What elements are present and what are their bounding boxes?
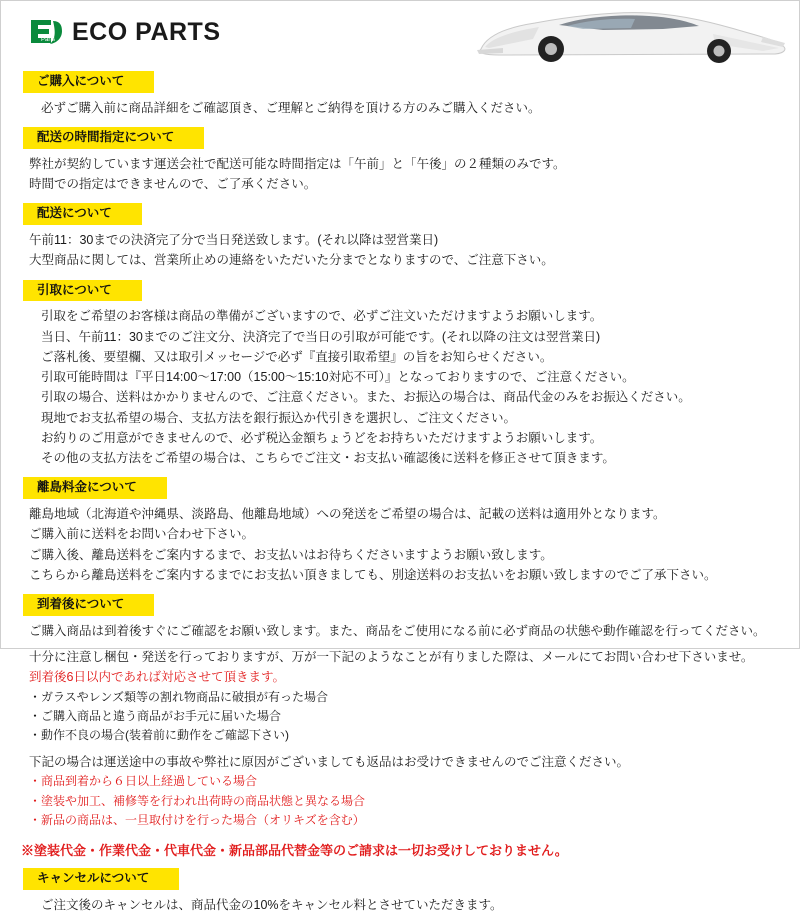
body-line: 必ずご購入前に商品詳細をご確認頂き、ご理解とご納得を頂ける方のみご購入ください。 — [41, 100, 541, 115]
body-line: 下記の場合は運送途中の事故や弊社に原因がございましても返品はお受けできませんのでご注意ください。 — [29, 754, 630, 769]
section-heading-delivery — [1, 203, 799, 225]
section-title: 配送の時間指定について — [23, 127, 204, 149]
body-line: 当日、午前11：30までのご注文分、決済完了で当日の引取が可能です。(それ以降の注文は翌営業日) — [41, 329, 601, 344]
body-line: ・ガラスやレンズ類等の割れ物商品に破損が有った場合 — [29, 689, 328, 704]
body-line: 引取の場合、送料はかかりませんので、ご注意ください。また、お振込の場合は、商品代金のみをお振込ください。 — [41, 390, 691, 405]
body-line: お約りのご用意ができませんので、必ず税込金額ちょうどをお持ちいただけますようお願いします。 — [41, 430, 603, 445]
section-title: 配送について — [23, 203, 142, 225]
body-line: 午前11：30までの決済完了分で当日発送致します。(それ以降は翌営業日) — [29, 233, 439, 247]
body-line: その他の支払方法をご希望の場合は、こちらでご注文・お支払い確認後に送料を修正させて頂きます。 — [41, 451, 615, 465]
section-body-cancel — [1, 895, 799, 915]
section-title: 到着後について — [23, 594, 154, 616]
section-heading-arrival — [1, 594, 799, 616]
section-heading-island-fee — [1, 477, 799, 499]
section-heading-pickup — [1, 280, 799, 302]
white-sports-car-image — [463, 1, 793, 63]
logo-text: ECO PARTS — [72, 17, 221, 46]
body-line: 時間での指定はできませんので、ご了承ください。 — [29, 177, 317, 191]
body-line: 離島地域（北海道や沖縄県、淡路島、他離島地域）への発送をご希望の場合は、記載の送料は適用外となります。 — [29, 507, 666, 521]
warning-notice: ※塗装代金・作業代金・代車代金・新品部品代替金等のご請求は一切お受けしておりません。 — [21, 843, 568, 859]
svg-text:Parts: Parts — [41, 37, 56, 43]
section-heading-purchase — [1, 71, 799, 93]
section-body-delivery — [1, 230, 799, 271]
body-line: ご注文後のキャンセルは、商品代金の10%をキャンセル料とさせていただきます。 — [41, 898, 503, 913]
body-line-highlight: ・塗装や加工、補修等を行われ出荷時の商品状態と異なる場合 — [29, 793, 366, 808]
body-line: こちらから離島送料をご案内するまでにお支払い頂きましても、別途送料のお支払いをお願い致しますのでご了承下さい。 — [29, 567, 717, 582]
section-heading-delivery-time — [1, 127, 799, 149]
body-line: 引取をご希望のお客様は商品の準備がございますので、必ずご注文いただけますようお願いします。 — [41, 309, 603, 324]
section-title: キャンセルについて — [23, 868, 179, 890]
section-body-arrival — [1, 621, 799, 831]
body-line: 現地でお支払希望の場合、支払方法を銀行振込か代引きを選択し、ご注文ください。 — [41, 410, 517, 425]
body-line: 弊社が契約しています運送会社で配送可能な時間指定は「午前」と「午後」の２種類のみです。 — [29, 156, 566, 171]
body-line: ご落札後、要望欄、又は取引メッセージで必ず『直接引取希望』の旨をお知らせください。 — [41, 349, 553, 364]
body-line: 引取可能時間は『平日14:00～17:00（15:00～15:10対応不可）』となっておりますので、ご注意ください。 — [41, 370, 635, 384]
section-body-purchase — [1, 98, 799, 118]
body-line: ご購入商品は到着後すぐにご確認をお願い致します。また、商品をご使用になる前に必ず商品の状態や動作確認を行ってください。 — [29, 623, 766, 638]
body-line: ご購入前に送料をお問い合わせ下さい。 — [29, 527, 255, 542]
body-line-highlight: ・新品の商品は、一旦取付けを行った場合（オリキズを含む） — [29, 812, 365, 827]
section-title: 引取について — [23, 280, 142, 302]
section-body-delivery-time — [1, 154, 799, 195]
body-line: ・ご購入商品と違う商品がお手元に届いた場合 — [29, 708, 282, 723]
body-line-highlight: ・商品到着から６日以上経過している場合 — [29, 774, 258, 789]
eco-parts-logo-icon — [29, 17, 63, 47]
body-line: 十分に注意し梱包・発送を行っておりますが、万が一下記のようなことが有りました際は、メールにてお問い合わせ下さいませ。 — [29, 650, 754, 664]
page-header — [1, 1, 799, 63]
section-title: ご購入について — [23, 71, 154, 93]
body-line: ご購入後、離島送料をご案内するまで、お支払いはお待ちくださいますようお願い致します。 — [29, 547, 553, 562]
body-line: ・動作不良の場合(装着前に動作をご確認下さい) — [29, 728, 289, 743]
section-body-pickup — [1, 306, 799, 468]
brand-logo — [29, 17, 221, 47]
body-line: 大型商品に関しては、営業所止めの連絡をいただいた分までとなりますので、ご注意下さい。 — [29, 253, 554, 268]
body-line-highlight: 到着後6日以内であれば対応させて頂きます。 — [29, 670, 285, 685]
section-title: 離島料金について — [23, 477, 167, 499]
section-body-island-fee — [1, 504, 799, 585]
section-heading-cancel — [1, 868, 799, 890]
